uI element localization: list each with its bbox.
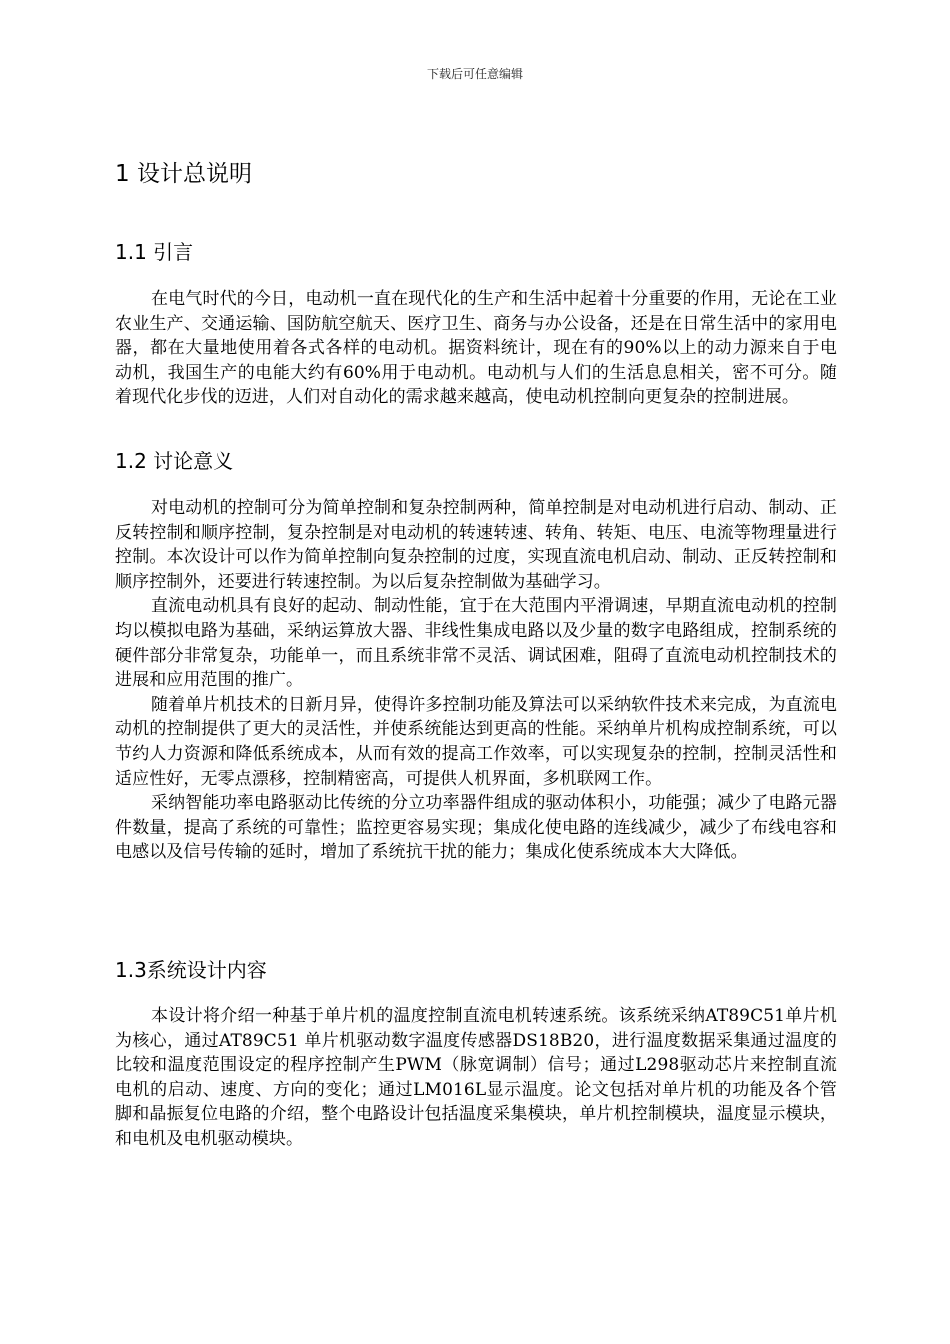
paragraph: 直流电动机具有良好的起动、制动性能，宜于在大范围内平滑调速，早期直流电动机的控制均以模拟电路为基础，采纳运算放大器、非线性集成电路以及少量的数字电路组成，控制系统的硬件部分非常复杂，功能单一，而且系统非常不灵活、调试困难，阻碍了直流电动机控制技术的进展和应用范围的推广。 — [115, 596, 837, 691]
paragraph: 采纳智能功率电路驱动比传统的分立功率器件组成的驱动体积小，功能强；减少了电路元器件数量，提高了系统的可靠性；监控更容易实现；集成化使电路的连线减少，减少了布线电容和电感以及信号传输的延时，增加了系统抗干扰的能力；集成化使系统成本大大降低。 — [115, 793, 837, 863]
section-body-introduction — [115, 287, 837, 410]
paragraph: 随着单片机技术的日新月异，使得许多控制功能及算法可以采纳软件技术来完成，为直流电动机的控制提供了更大的灵活性，并使系统能达到更高的性能。采纳单片机构成控制系统，可以节约人力资源和降低系统成本，从而有效的提高工作效率，可以实现复杂的控制，控制灵活性和适应性好，无零点漂移，控制精密高，可提供人机界面，多机联网工作。 — [115, 694, 837, 789]
section-heading-significance: 1.2 讨论意义 — [115, 449, 234, 473]
paragraph: 对电动机的控制可分为简单控制和复杂控制两种，简单控制是对电动机进行启动、制动、正反转控制和顺序控制，复杂控制是对电动机的转速转速、转角、转矩、电压、电流等物理量进行控制。本次设计可以作为简单控制向复杂控制的过度，实现直流电机启动、制动、正反转控制和顺序控制外，还要进行转速控制。为以后复杂控制做为基础学习。 — [115, 498, 837, 592]
section-body-system-design — [115, 1004, 837, 1152]
page-header: 下载后可任意编辑 — [426, 67, 523, 81]
section-heading-introduction: 1.1 引言 — [115, 240, 194, 264]
section-body-significance — [115, 496, 837, 865]
section-heading-system-design: 1.3系统设计内容 — [115, 958, 267, 982]
paragraph: 本设计将介绍一种基于单片机的温度控制直流电机转速系统。该系统采纳AT89C51单片机为核心，通过AT89C51 单片机驱动数字温度传感器DS18B20，进行温度数据采集通过温度的比较和温度范围设定的程序控制产生PWM（脉宽调制）信号；通过L298驱动芯片来控制直流电机的启动、速度、方向的变化；通过LM016L显示温度。论文包括对单片机的功能及各个管脚和晶振复位电路的介绍，整个电路设计包括温度采集模块，单片机控制模块，温度显示模块，和电机及电机驱动模块。 — [115, 1006, 837, 1149]
document-title: 1 设计总说明 — [115, 161, 252, 187]
paragraph: 在电气时代的今日，电动机一直在现代化的生产和生活中起着十分重要的作用，无论在工业农业生产、交通运输、国防航空航天、医疗卫生、商务与办公设备，还是在日常生活中的家用电器，都在大量地使用着各式各样的电动机。据资料统计，现在有的90%以上的动力源来自于电动机，我国生产的电能大约有60%用于电动机。电动机与人们的生活息息相关，密不可分。随着现代化步伐的迈进，人们对自动化的需求越来越高，使电动机控制向更复杂的控制进展。 — [115, 289, 837, 408]
